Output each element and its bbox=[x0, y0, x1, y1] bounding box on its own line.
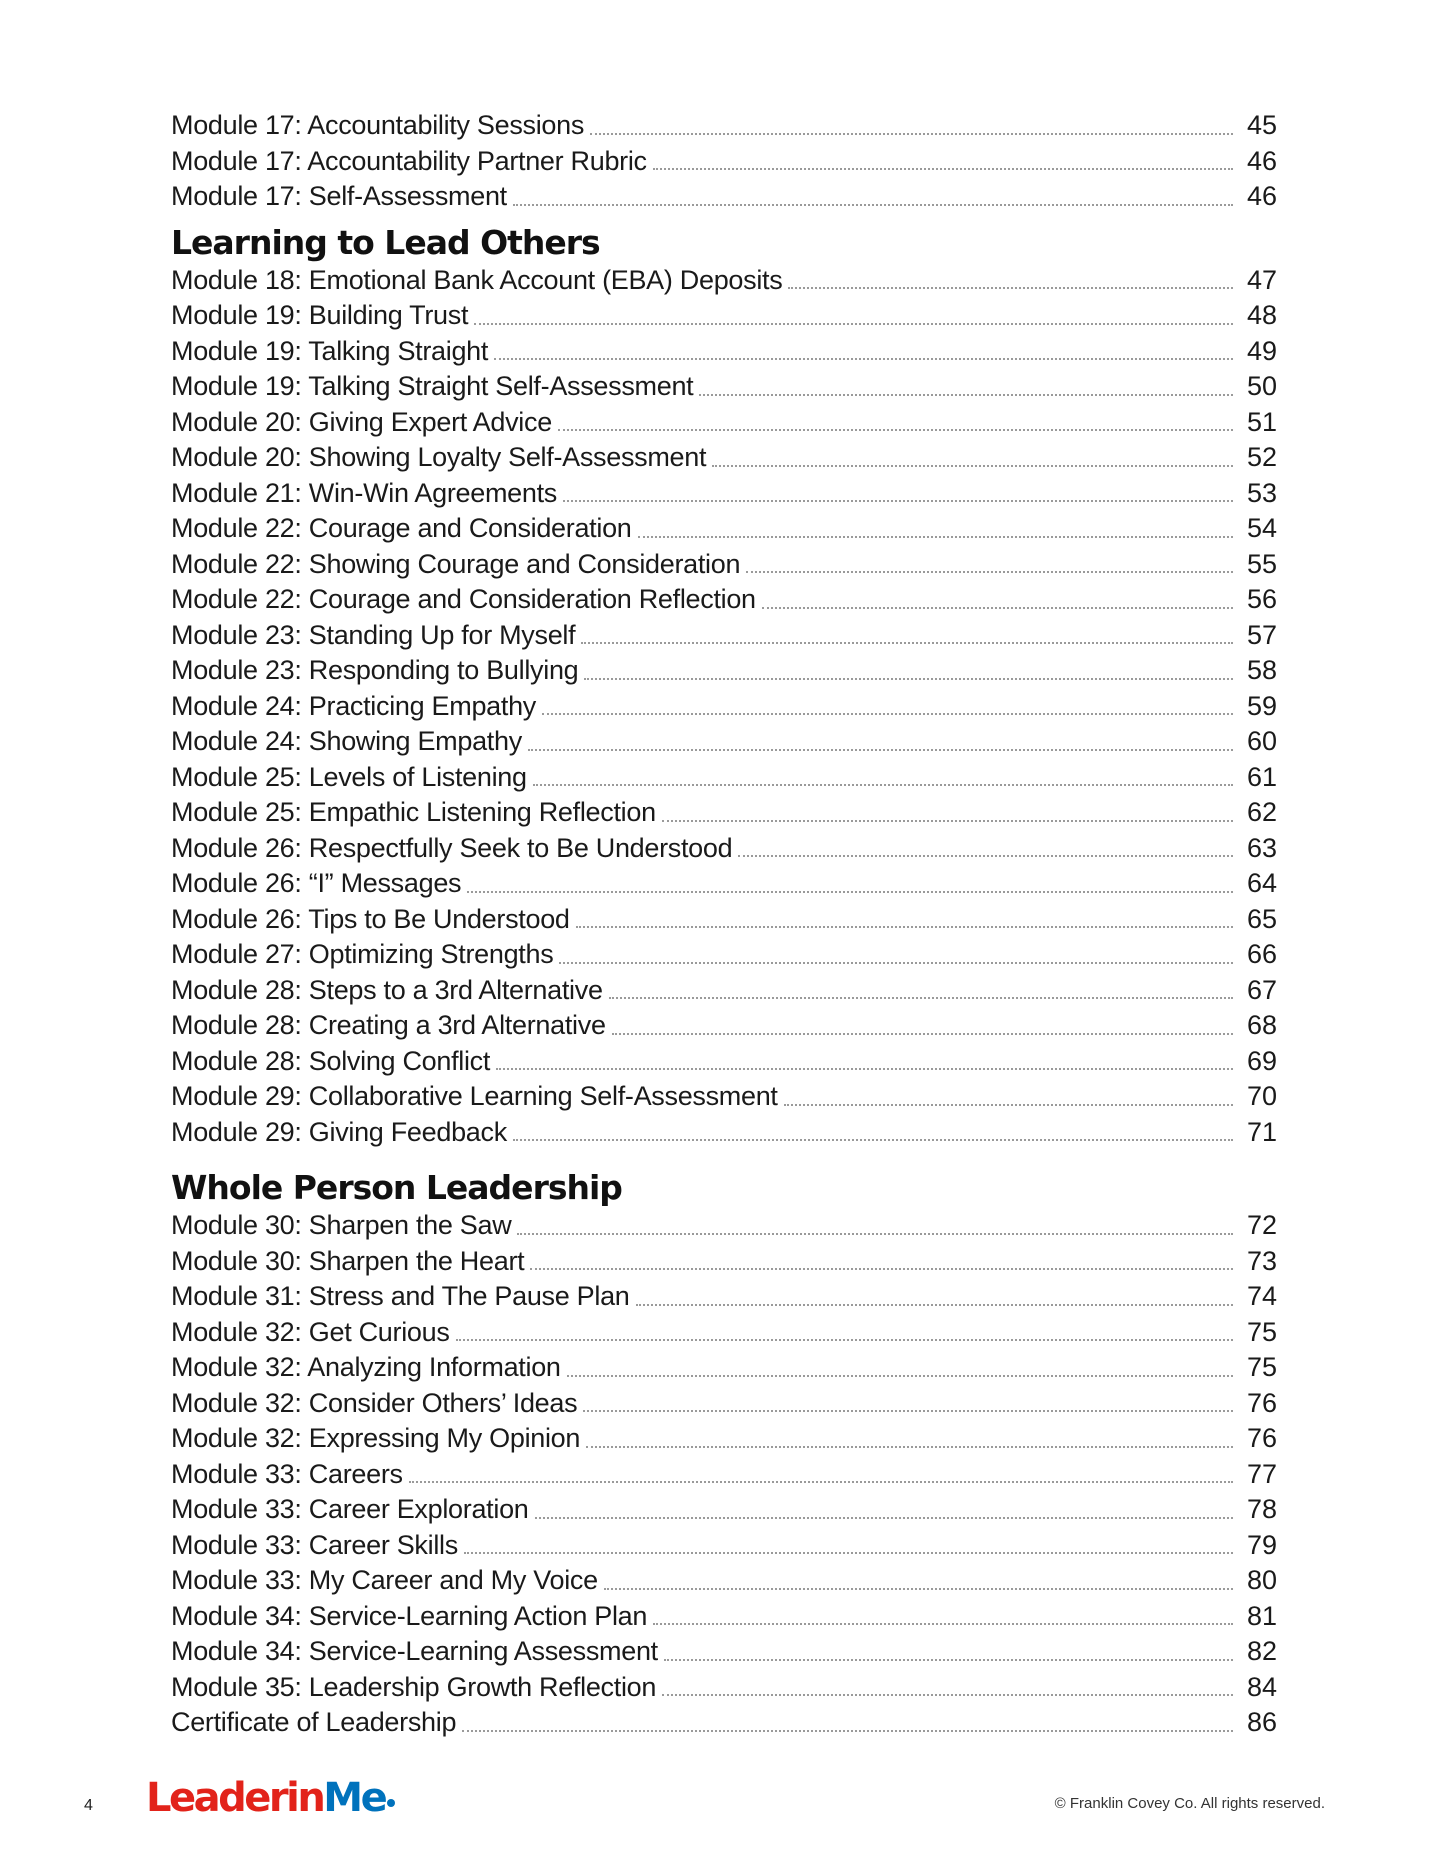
dot-leader bbox=[530, 1267, 1233, 1270]
toc-entry-page-number: 68 bbox=[1246, 1010, 1277, 1040]
toc-entry bbox=[171, 1492, 1277, 1528]
dot-leader bbox=[604, 1587, 1233, 1590]
toc-entry bbox=[171, 476, 1277, 512]
toc-entry-label: Module 28: Creating a 3rd Alternative bbox=[171, 1010, 606, 1040]
logo-text-leader: Leader bbox=[146, 1775, 287, 1821]
toc-entry-label: Module 24: Showing Empathy bbox=[171, 726, 522, 756]
toc-entry-page-number: 55 bbox=[1246, 548, 1277, 579]
toc-entry-label: Module 34: Service-Learning Assessment bbox=[171, 1636, 658, 1666]
dot-leader bbox=[612, 1032, 1233, 1035]
toc-entry-label: Module 26: Respectfully Seek to Be Understood bbox=[171, 832, 733, 863]
toc-entry bbox=[171, 1421, 1277, 1457]
toc-entry-page-number: 60 bbox=[1246, 726, 1277, 756]
toc-entry-page-number: 62 bbox=[1246, 797, 1277, 827]
dot-leader bbox=[636, 1303, 1234, 1306]
logo-text-me: Me bbox=[323, 1775, 386, 1821]
toc-entry-label: Module 26: “I” Messages bbox=[171, 868, 462, 898]
dot-leader bbox=[712, 464, 1233, 467]
toc-entry bbox=[171, 795, 1277, 831]
toc-entry bbox=[171, 511, 1277, 547]
toc-entry bbox=[171, 760, 1277, 796]
dot-leader bbox=[558, 428, 1233, 431]
section-heading-learning-to-lead-others: Learning to Lead Others bbox=[171, 222, 600, 262]
toc-entry-label: Module 28: Steps to a 3rd Alternative bbox=[171, 974, 603, 1005]
toc-entry-page-number: 76 bbox=[1246, 1423, 1277, 1453]
toc-entry-page-number: 82 bbox=[1246, 1636, 1277, 1666]
leader-in-me-logo bbox=[146, 1773, 395, 1823]
toc-entry bbox=[171, 582, 1277, 618]
toc-entry-page-number: 49 bbox=[1246, 335, 1277, 366]
toc-entry bbox=[171, 689, 1277, 725]
toc-entry bbox=[171, 1350, 1277, 1386]
toc-section-learning-to-lead-others bbox=[171, 263, 1277, 1151]
dot-leader bbox=[638, 535, 1233, 538]
toc-entry bbox=[171, 724, 1277, 760]
dot-leader bbox=[738, 854, 1233, 857]
toc-group-continued bbox=[171, 108, 1277, 215]
dot-leader bbox=[662, 819, 1233, 822]
dot-leader bbox=[467, 890, 1233, 893]
toc-entry-label: Module 32: Expressing My Opinion bbox=[171, 1423, 581, 1453]
toc-entry-page-number: 58 bbox=[1246, 655, 1277, 685]
toc-entry-label: Module 33: Career Exploration bbox=[171, 1494, 529, 1524]
toc-entry-page-number: 66 bbox=[1246, 939, 1277, 969]
toc-entry bbox=[171, 1599, 1277, 1635]
dot-leader bbox=[513, 1138, 1233, 1141]
toc-entry bbox=[171, 1115, 1277, 1151]
toc-entry bbox=[171, 902, 1277, 938]
toc-entry bbox=[171, 334, 1277, 370]
toc-entry-page-number: 51 bbox=[1246, 406, 1277, 437]
dot-leader bbox=[462, 1729, 1233, 1732]
toc-section-whole-person-leadership bbox=[171, 1208, 1277, 1741]
dot-leader bbox=[474, 322, 1233, 325]
table-of-contents bbox=[171, 108, 1277, 1741]
toc-entry-page-number: 45 bbox=[1246, 110, 1277, 140]
toc-entry-label: Module 25: Empathic Listening Reflection bbox=[171, 797, 656, 827]
toc-entry bbox=[171, 973, 1277, 1009]
toc-entry bbox=[171, 1315, 1277, 1351]
dot-leader bbox=[533, 783, 1233, 786]
toc-entry bbox=[171, 866, 1277, 902]
toc-entry-page-number: 71 bbox=[1246, 1116, 1277, 1147]
toc-entry bbox=[171, 1079, 1277, 1115]
toc-entry bbox=[171, 298, 1277, 334]
dot-leader bbox=[583, 1409, 1233, 1412]
toc-entry bbox=[171, 440, 1277, 476]
toc-entry bbox=[171, 831, 1277, 867]
dot-leader bbox=[584, 677, 1233, 680]
toc-entry-label: Module 30: Sharpen the Heart bbox=[171, 1245, 525, 1276]
toc-entry-label: Module 34: Service-Learning Action Plan bbox=[171, 1600, 648, 1631]
toc-entry bbox=[171, 1244, 1277, 1280]
dot-leader bbox=[653, 1622, 1233, 1625]
dot-leader bbox=[464, 1551, 1233, 1554]
toc-entry-page-number: 65 bbox=[1246, 903, 1277, 934]
toc-entry bbox=[171, 369, 1277, 405]
page-number: 4 bbox=[84, 1797, 93, 1814]
toc-entry-label: Module 32: Get Curious bbox=[171, 1316, 450, 1347]
toc-entry-label: Module 25: Levels of Listening bbox=[171, 761, 527, 792]
toc-entry-page-number: 59 bbox=[1246, 690, 1277, 721]
toc-entry-page-number: 46 bbox=[1246, 145, 1277, 176]
toc-entry-page-number: 69 bbox=[1246, 1045, 1277, 1076]
dot-leader bbox=[581, 641, 1233, 644]
copyright-notice: © Franklin Covey Co. All rights reserved. bbox=[1054, 1795, 1325, 1812]
dot-leader bbox=[559, 961, 1233, 964]
section-heading-whole-person-leadership: Whole Person Leadership bbox=[171, 1168, 622, 1207]
toc-entry-page-number: 74 bbox=[1246, 1281, 1277, 1311]
toc-entry-page-number: 57 bbox=[1246, 619, 1277, 650]
logo-text-in: in bbox=[286, 1775, 324, 1821]
toc-entry-page-number: 73 bbox=[1246, 1245, 1277, 1276]
toc-entry-label: Module 33: My Career and My Voice bbox=[171, 1565, 598, 1595]
toc-entry-page-number: 78 bbox=[1246, 1494, 1277, 1524]
toc-entry-label: Module 20: Showing Loyalty Self-Assessment bbox=[171, 442, 707, 472]
toc-entry bbox=[171, 1208, 1277, 1244]
toc-entry-label: Module 33: Careers bbox=[171, 1458, 403, 1489]
toc-entry-page-number: 50 bbox=[1246, 371, 1277, 401]
toc-entry bbox=[171, 263, 1277, 299]
toc-entry bbox=[171, 1528, 1277, 1564]
toc-entry-page-number: 63 bbox=[1246, 832, 1277, 863]
toc-entry-page-number: 77 bbox=[1246, 1458, 1277, 1489]
toc-entry-page-number: 67 bbox=[1246, 974, 1277, 1005]
toc-entry-page-number: 56 bbox=[1246, 584, 1277, 614]
toc-entry bbox=[171, 144, 1277, 180]
toc-entry-label: Certificate of Leadership bbox=[171, 1707, 457, 1737]
toc-entry bbox=[171, 547, 1277, 583]
toc-entry-label: Module 19: Talking Straight Self-Assessment bbox=[171, 371, 694, 401]
dot-leader bbox=[590, 132, 1233, 135]
toc-entry-page-number: 84 bbox=[1246, 1671, 1277, 1702]
dot-leader bbox=[563, 499, 1233, 502]
dot-leader bbox=[784, 1103, 1233, 1106]
toc-entry-label: Module 24: Practicing Empathy bbox=[171, 690, 536, 721]
toc-entry-page-number: 53 bbox=[1246, 477, 1277, 508]
toc-entry bbox=[171, 618, 1277, 654]
toc-entry-page-number: 48 bbox=[1246, 300, 1277, 330]
toc-entry-label: Module 28: Solving Conflict bbox=[171, 1045, 491, 1076]
toc-entry-page-number: 86 bbox=[1246, 1707, 1277, 1737]
dot-leader bbox=[513, 203, 1233, 206]
toc-entry bbox=[171, 1457, 1277, 1493]
toc-entry-label: Module 21: Win-Win Agreements bbox=[171, 477, 557, 508]
toc-entry-page-number: 46 bbox=[1246, 181, 1277, 211]
toc-entry-page-number: 61 bbox=[1246, 761, 1277, 792]
toc-entry bbox=[171, 1634, 1277, 1670]
toc-entry-label: Module 18: Emotional Bank Account (EBA) Deposits bbox=[171, 264, 783, 295]
dot-leader bbox=[517, 1232, 1233, 1235]
dot-leader bbox=[653, 167, 1233, 170]
toc-entry-label: Module 23: Responding to Bullying bbox=[171, 655, 579, 685]
toc-entry-label: Module 27: Optimizing Strengths bbox=[171, 939, 554, 969]
toc-entry-label: Module 30: Sharpen the Saw bbox=[171, 1210, 512, 1240]
toc-entry bbox=[171, 1279, 1277, 1315]
toc-entry bbox=[171, 179, 1277, 215]
toc-entry-label: Module 23: Standing Up for Myself bbox=[171, 619, 576, 650]
toc-entry bbox=[171, 405, 1277, 441]
toc-entry-label: Module 29: Giving Feedback bbox=[171, 1116, 507, 1147]
toc-entry-label: Module 35: Leadership Growth Reflection bbox=[171, 1671, 657, 1702]
dot-leader bbox=[528, 748, 1233, 751]
toc-entry-label: Module 26: Tips to Be Understood bbox=[171, 903, 570, 934]
toc-entry-label: Module 22: Courage and Consideration bbox=[171, 513, 632, 543]
toc-entry-label: Module 33: Career Skills bbox=[171, 1529, 458, 1560]
dot-leader bbox=[542, 712, 1233, 715]
toc-entry-label: Module 19: Talking Straight bbox=[171, 335, 489, 366]
dot-leader bbox=[609, 996, 1233, 999]
toc-entry-page-number: 81 bbox=[1246, 1600, 1277, 1631]
toc-entry bbox=[171, 937, 1277, 973]
toc-entry-label: Module 32: Consider Others’ Ideas bbox=[171, 1387, 578, 1418]
toc-entry bbox=[171, 1705, 1277, 1741]
toc-entry-page-number: 79 bbox=[1246, 1529, 1277, 1560]
toc-entry bbox=[171, 1386, 1277, 1422]
toc-entry-page-number: 76 bbox=[1246, 1387, 1277, 1418]
dot-leader bbox=[746, 570, 1233, 573]
dot-leader bbox=[586, 1445, 1233, 1448]
toc-entry bbox=[171, 653, 1277, 689]
toc-entry-page-number: 47 bbox=[1246, 264, 1277, 295]
toc-entry-page-number: 54 bbox=[1246, 513, 1277, 543]
toc-entry-label: Module 31: Stress and The Pause Plan bbox=[171, 1281, 630, 1311]
toc-entry-page-number: 80 bbox=[1246, 1565, 1277, 1595]
toc-entry bbox=[171, 1008, 1277, 1044]
toc-entry-page-number: 64 bbox=[1246, 868, 1277, 898]
dot-leader bbox=[567, 1374, 1233, 1377]
dot-leader bbox=[762, 606, 1233, 609]
dot-leader bbox=[699, 393, 1233, 396]
dot-leader bbox=[456, 1338, 1233, 1341]
dot-leader bbox=[409, 1480, 1233, 1483]
toc-entry-page-number: 72 bbox=[1246, 1210, 1277, 1240]
toc-entry-label: Module 20: Giving Expert Advice bbox=[171, 406, 552, 437]
dot-leader bbox=[494, 357, 1233, 360]
toc-entry-label: Module 17: Accountability Partner Rubric bbox=[171, 145, 647, 176]
dot-leader bbox=[788, 286, 1233, 289]
toc-entry-label: Module 17: Self-Assessment bbox=[171, 181, 507, 211]
toc-entry-label: Module 22: Showing Courage and Consideration bbox=[171, 548, 741, 579]
logo-trademark-icon bbox=[387, 1799, 395, 1807]
toc-entry-page-number: 75 bbox=[1246, 1316, 1277, 1347]
toc-entry-label: Module 17: Accountability Sessions bbox=[171, 110, 585, 140]
toc-entry bbox=[171, 1044, 1277, 1080]
dot-leader bbox=[662, 1693, 1233, 1696]
toc-entry-page-number: 52 bbox=[1246, 442, 1277, 472]
toc-entry-label: Module 32: Analyzing Information bbox=[171, 1352, 561, 1382]
toc-entry-label: Module 19: Building Trust bbox=[171, 300, 469, 330]
toc-entry bbox=[171, 108, 1277, 144]
toc-entry-page-number: 75 bbox=[1246, 1352, 1277, 1382]
toc-entry-label: Module 22: Courage and Consideration Reflection bbox=[171, 584, 756, 614]
toc-entry-label: Module 29: Collaborative Learning Self-Assessment bbox=[171, 1081, 778, 1111]
toc-entry-page-number: 70 bbox=[1246, 1081, 1277, 1111]
toc-entry bbox=[171, 1563, 1277, 1599]
dot-leader bbox=[576, 925, 1233, 928]
dot-leader bbox=[664, 1658, 1233, 1661]
dot-leader bbox=[535, 1516, 1233, 1519]
toc-entry bbox=[171, 1670, 1277, 1706]
dot-leader bbox=[496, 1067, 1233, 1070]
